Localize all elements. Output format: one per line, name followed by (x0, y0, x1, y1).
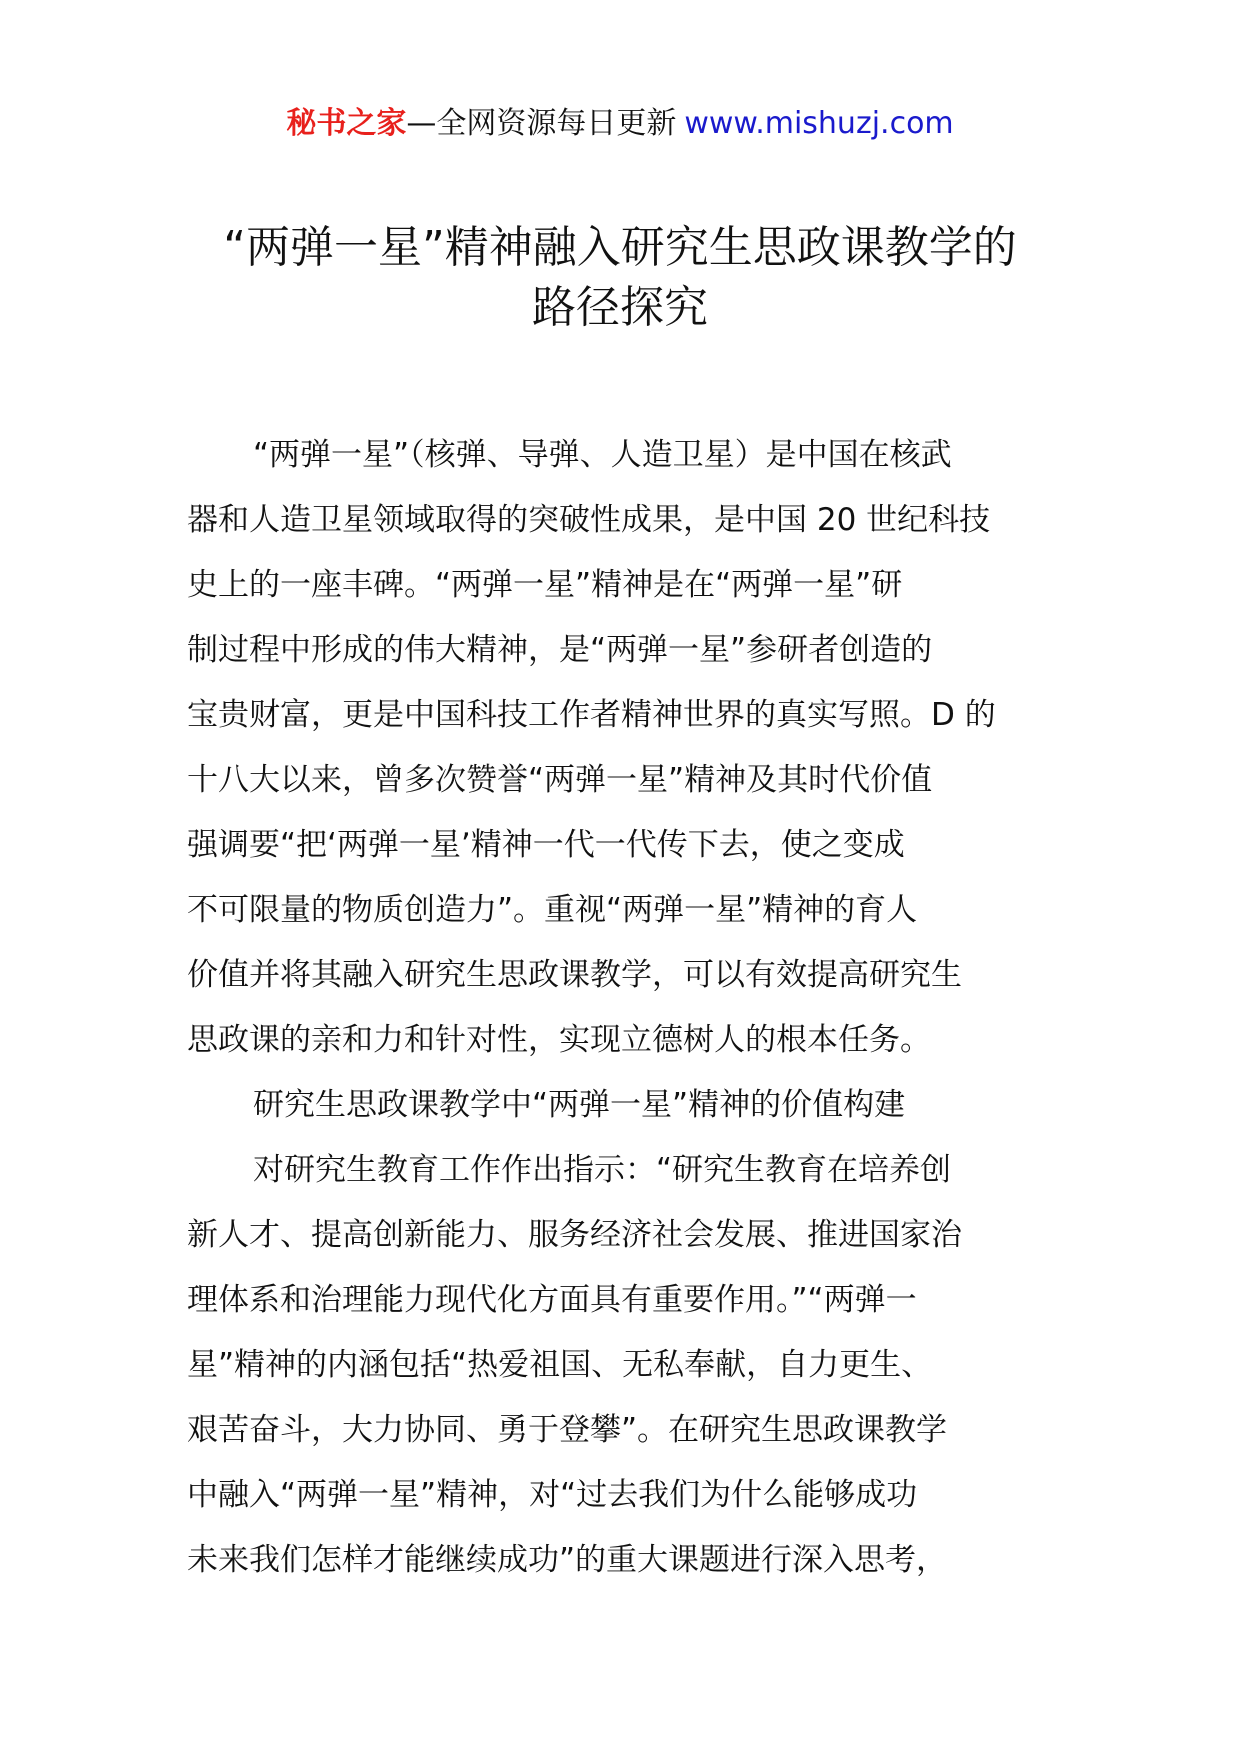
paragraph-line: 价值并将其融入研究生思政课教学，可以有效提高研究生 (187, 957, 962, 993)
paragraph-line: 思政课的亲和力和针对性，实现立德树人的根本任务。 (187, 1022, 931, 1058)
paragraph-line: 中融入“两弹一星”精神，对“过去我们为什么能够成功 (187, 1477, 918, 1513)
section-heading: 研究生思政课教学中“两弹一星”精神的价值构建 (253, 1087, 906, 1123)
paragraph-line: 未来我们怎样才能继续成功”的重大课题进行深入思考， (187, 1542, 948, 1578)
title-line: “两弹一星”精神融入研究生思政课教学的 (223, 222, 1017, 273)
paragraph-line: 强调要“把‘两弹一星’精神一代一代传下去，使之变成 (187, 827, 905, 863)
paragraph-line: 制过程中形成的伟大精神，是“两弹一星”参研者创造的 (187, 632, 933, 668)
site-brand: 秘书之家 (286, 106, 407, 141)
paragraph-line: 新人才、提高创新能力、服务经济社会发展、推进国家治 (187, 1217, 962, 1253)
site-slogan: —全网资源每日更新 (406, 106, 677, 141)
paragraph-line: “两弹一星”（核弹、导弹、人造卫星）是中国在核武 (253, 437, 952, 473)
site-url-link[interactable]: www.mishuzj.com (684, 106, 954, 141)
paragraph-line: 十八大以来，曾多次赞誉“两弹一星”精神及其时代价值 (187, 762, 933, 798)
paragraph-line: 史上的一座丰碑。“两弹一星”精神是在“两弹一星”研 (187, 567, 903, 603)
paragraph-line: 对研究生教育工作作出指示：“研究生教育在培养创 (253, 1152, 952, 1188)
paragraph-line: 宝贵财富，更是中国科技工作者精神世界的真实写照。D 的 (187, 697, 996, 733)
paragraph-line: 艰苦奋斗，大力协同、勇于登攀”。在研究生思政课教学 (187, 1412, 948, 1448)
paragraph-line: 理体系和治理能力现代化方面具有重要作用。”“两弹一 (187, 1282, 917, 1318)
paragraph-line: 星”精神的内涵包括“热爱祖国、无私奉献，自力更生、 (187, 1347, 933, 1383)
paragraph-line: 器和人造卫星领域取得的突破性成果，是中国 20 世纪科技 (187, 502, 991, 538)
document-body (187, 423, 1057, 1593)
document-title (150, 218, 1090, 338)
title-line: 路径探究 (532, 282, 708, 333)
site-header-banner (0, 100, 1240, 148)
paragraph-line: 不可限量的物质创造力”。重视“两弹一星”精神的育人 (187, 892, 918, 928)
